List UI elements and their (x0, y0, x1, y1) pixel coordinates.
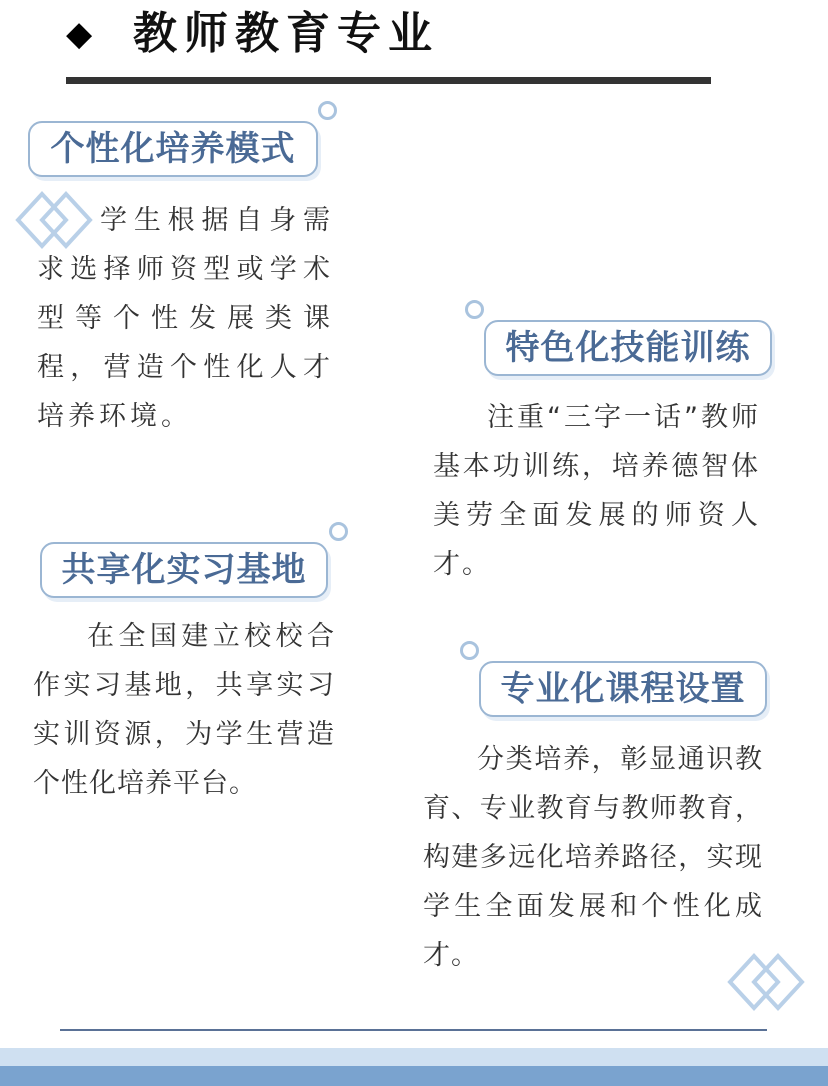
section-body: 在全国建立校校合作实习基地，共享实习实训资源，为学生营造个性化培养平台。 (33, 621, 335, 799)
ring-icon (329, 522, 348, 541)
section-title: 共享化实习基地 (61, 550, 307, 590)
title-bullet-icon: ◆ (66, 14, 93, 54)
section-heading-personalized-training (28, 121, 318, 177)
section-title: 专业化课程设置 (500, 669, 746, 709)
section-heading-skill-training (484, 320, 772, 376)
section-heading-internship-base (40, 542, 328, 598)
ring-icon (318, 101, 337, 120)
diamond-decoration-icon (726, 952, 816, 1014)
header-divider (66, 77, 711, 84)
ring-icon (465, 300, 484, 319)
section-heading-course-setup (479, 661, 767, 717)
footer-divider (60, 1029, 767, 1031)
section-title: 特色化技能训练 (505, 328, 751, 368)
page-title: 教师教育专业 (133, 8, 439, 59)
section-body: 学生根据自身需求选择师资型或学术型等个性发展类课程，营造个性化人才培养环境。 (37, 205, 334, 432)
section-title: 个性化培养模式 (50, 129, 296, 169)
section-body: 注重“三字一话”教师基本功训练，培养德智体美劳全面发展的师资人才。 (433, 402, 760, 580)
section-body: 分类培养，彰显通识教育、专业教育与教师教育，构建多远化培养路径，实现学生全面发展和个性化成才。 (423, 744, 763, 971)
footer-band (0, 1048, 828, 1086)
ring-icon (460, 641, 479, 660)
